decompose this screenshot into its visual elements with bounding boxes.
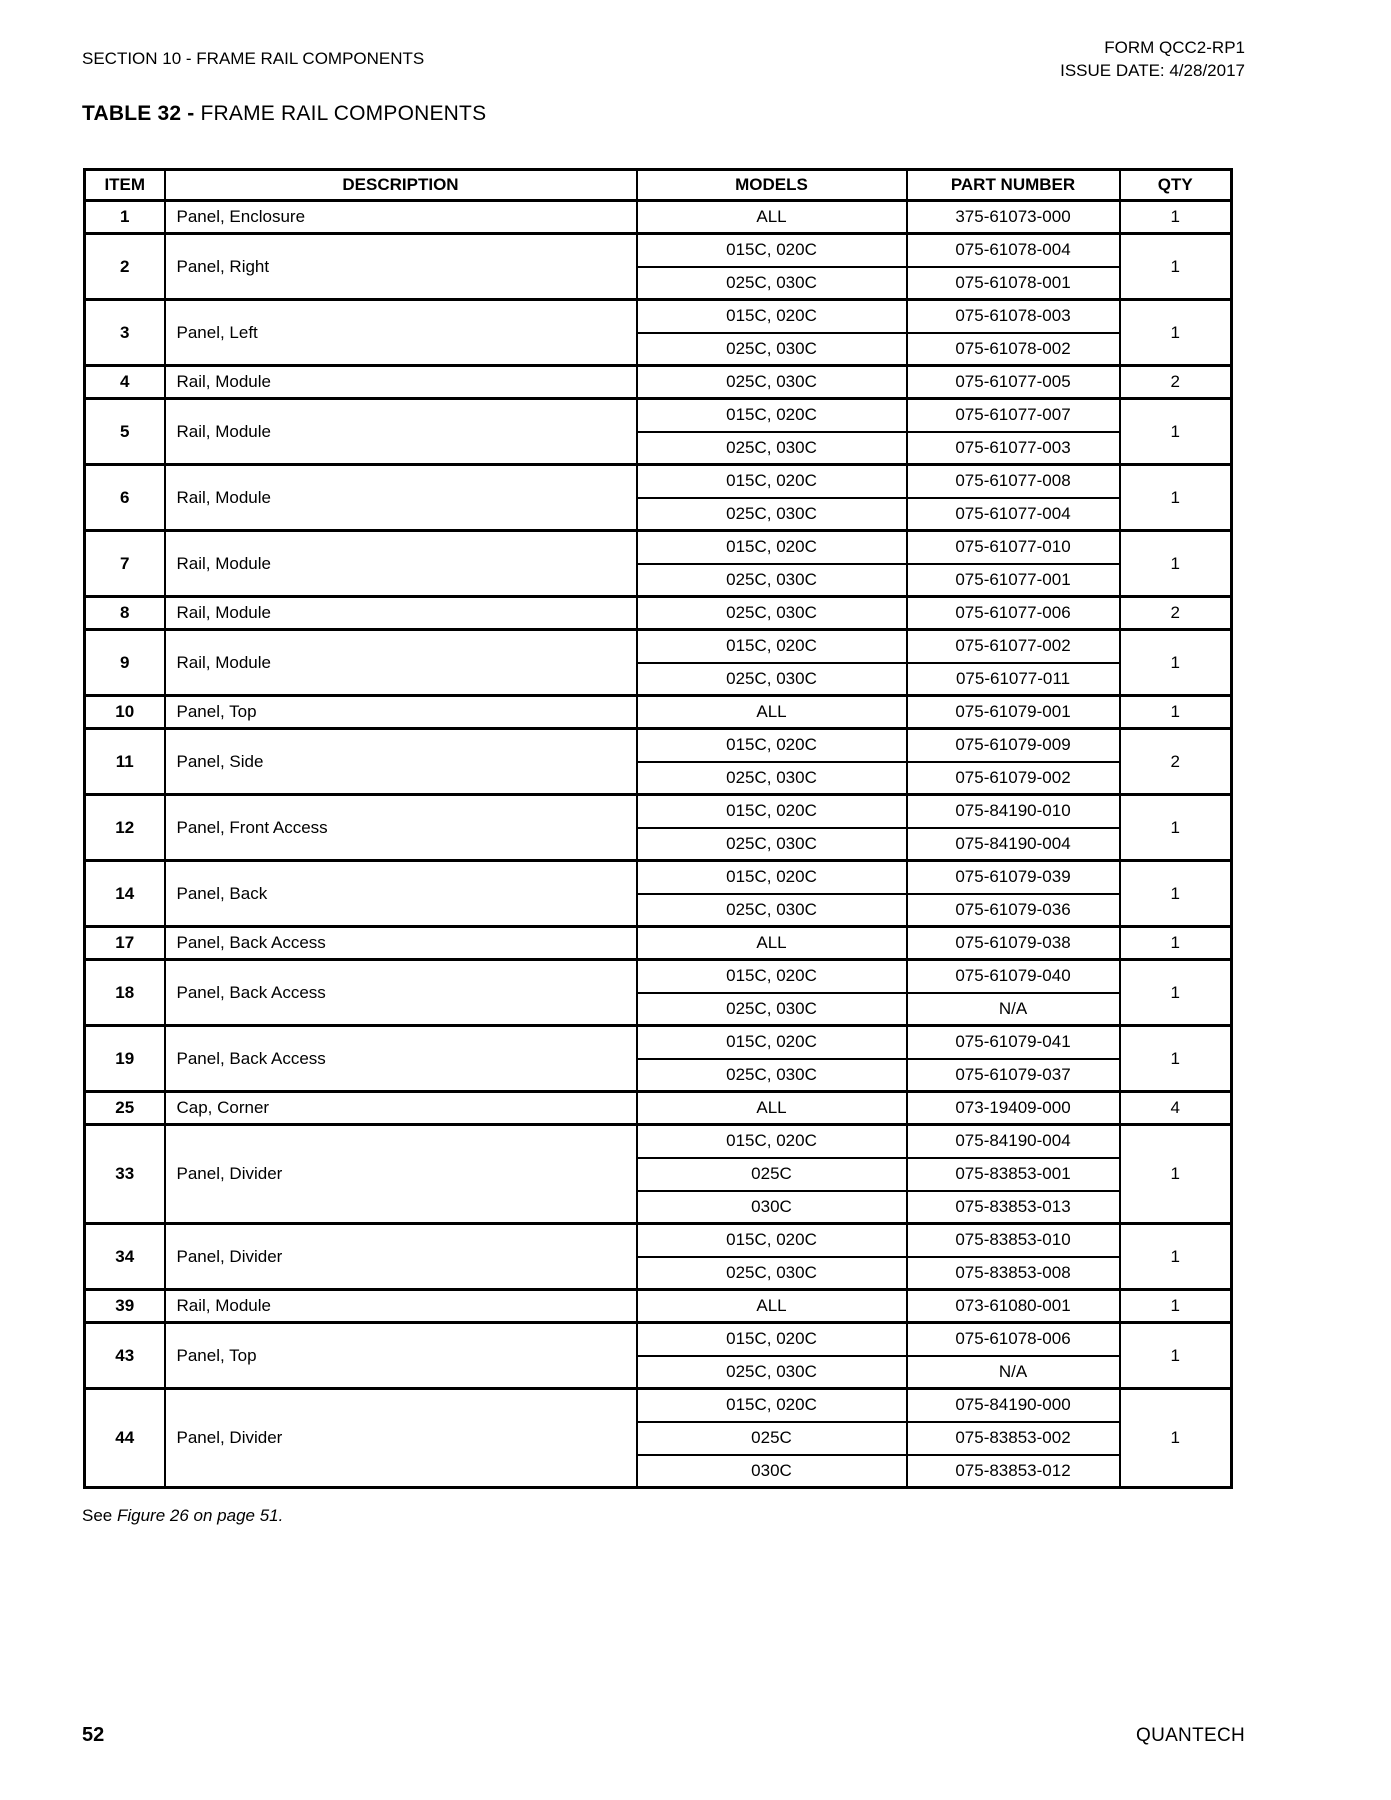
part-number-cell: 075-83853-001 — [907, 1158, 1120, 1191]
part-number-cell: 075-61078-006 — [907, 1323, 1120, 1356]
description-cell: Rail, Module — [165, 399, 637, 465]
models-cell: 015C, 020C — [637, 531, 907, 564]
item-cell: 17 — [85, 927, 165, 960]
description-cell: Panel, Enclosure — [165, 201, 637, 234]
models-cell: ALL — [637, 1092, 907, 1125]
table-row-item-9 — [85, 630, 1232, 663]
qty-cell: 1 — [1120, 1290, 1232, 1323]
qty-cell: 1 — [1120, 1125, 1232, 1224]
part-number-cell: 075-84190-004 — [907, 828, 1120, 861]
part-number-cell: 075-61077-010 — [907, 531, 1120, 564]
item-cell: 11 — [85, 729, 165, 795]
models-cell: 015C, 020C — [637, 1125, 907, 1158]
item-cell: 33 — [85, 1125, 165, 1224]
part-number-cell: 075-83853-013 — [907, 1191, 1120, 1224]
description-cell: Panel, Front Access — [165, 795, 637, 861]
description-cell: Rail, Module — [165, 597, 637, 630]
models-cell: 015C, 020C — [637, 1026, 907, 1059]
description-cell: Panel, Back Access — [165, 1026, 637, 1092]
part-number-cell: 075-83853-002 — [907, 1422, 1120, 1455]
part-number-cell: 075-61077-003 — [907, 432, 1120, 465]
table-row-item-18 — [85, 960, 1232, 993]
models-cell: 025C — [637, 1158, 907, 1191]
section-title: SECTION 10 - FRAME RAIL COMPONENTS — [82, 49, 425, 68]
item-cell: 10 — [85, 696, 165, 729]
part-number-cell: 075-61077-001 — [907, 564, 1120, 597]
part-number-cell: 075-61077-008 — [907, 465, 1120, 498]
part-number-cell: 075-61079-039 — [907, 861, 1120, 894]
qty-cell: 2 — [1120, 366, 1232, 399]
item-cell: 14 — [85, 861, 165, 927]
column-header-qty: QTY — [1120, 170, 1232, 201]
part-number-cell: 075-61077-007 — [907, 399, 1120, 432]
column-header-models: MODELS — [637, 170, 907, 201]
models-cell: 015C, 020C — [637, 1389, 907, 1422]
footnote-prefix: See — [82, 1506, 117, 1525]
table-row-item-25 — [85, 1092, 1232, 1125]
models-cell: 015C, 020C — [637, 1323, 907, 1356]
item-cell: 18 — [85, 960, 165, 1026]
table-row-item-7 — [85, 531, 1232, 564]
item-cell: 43 — [85, 1323, 165, 1389]
qty-cell: 1 — [1120, 1224, 1232, 1290]
models-cell: 025C, 030C — [637, 1356, 907, 1389]
part-number-cell: 375-61073-000 — [907, 201, 1120, 234]
table-row-item-4 — [85, 366, 1232, 399]
models-cell: ALL — [637, 1290, 907, 1323]
table-number: TABLE 32 - — [82, 102, 201, 125]
part-number-cell: 075-61077-002 — [907, 630, 1120, 663]
part-number-cell: 075-61077-004 — [907, 498, 1120, 531]
description-cell: Panel, Divider — [165, 1125, 637, 1224]
part-number-cell: 075-84190-000 — [907, 1389, 1120, 1422]
part-number-cell: 075-61077-005 — [907, 366, 1120, 399]
description-cell: Panel, Side — [165, 729, 637, 795]
item-cell: 6 — [85, 465, 165, 531]
page-footer — [82, 1724, 1245, 1747]
models-cell: 025C, 030C — [637, 762, 907, 795]
part-number-cell: 075-61078-004 — [907, 234, 1120, 267]
models-cell: ALL — [637, 927, 907, 960]
page-number: 52 — [82, 1724, 105, 1746]
issue-date: ISSUE DATE: 4/28/2017 — [1060, 61, 1245, 80]
item-cell: 1 — [85, 201, 165, 234]
models-cell: 025C, 030C — [637, 366, 907, 399]
models-cell: 015C, 020C — [637, 861, 907, 894]
qty-cell: 1 — [1120, 531, 1232, 597]
qty-cell: 4 — [1120, 1092, 1232, 1125]
item-cell: 25 — [85, 1092, 165, 1125]
models-cell: ALL — [637, 696, 907, 729]
item-cell: 12 — [85, 795, 165, 861]
part-number-cell: 075-61079-037 — [907, 1059, 1120, 1092]
qty-cell: 1 — [1120, 861, 1232, 927]
table-row-item-3 — [85, 300, 1232, 333]
table-row-item-33 — [85, 1125, 1232, 1158]
form-number: FORM QCC2-RP1 — [1104, 38, 1245, 57]
models-cell: 025C, 030C — [637, 564, 907, 597]
part-number-cell: 075-61079-038 — [907, 927, 1120, 960]
table-row-item-12 — [85, 795, 1232, 828]
models-cell: 015C, 020C — [637, 1224, 907, 1257]
models-cell: 025C — [637, 1422, 907, 1455]
models-cell: 025C, 030C — [637, 1059, 907, 1092]
item-cell: 44 — [85, 1389, 165, 1488]
table-title — [82, 102, 486, 126]
part-number-cell: 075-61079-036 — [907, 894, 1120, 927]
description-cell: Panel, Top — [165, 696, 637, 729]
brand-name: QUANTECH — [1135, 1725, 1245, 1746]
description-cell: Panel, Divider — [165, 1389, 637, 1488]
models-cell: 025C, 030C — [637, 333, 907, 366]
qty-cell: 1 — [1120, 399, 1232, 465]
qty-cell: 1 — [1120, 795, 1232, 861]
models-cell: 015C, 020C — [637, 300, 907, 333]
table-name: FRAME RAIL COMPONENTS — [200, 102, 487, 125]
models-cell: 025C, 030C — [637, 1257, 907, 1290]
column-header-part-number: PART NUMBER — [907, 170, 1120, 201]
part-number-cell: 075-83853-012 — [907, 1455, 1120, 1488]
table-row-item-14 — [85, 861, 1232, 894]
item-cell: 3 — [85, 300, 165, 366]
table-row-item-44 — [85, 1389, 1232, 1422]
part-number-cell: 075-61077-011 — [907, 663, 1120, 696]
column-header-description: DESCRIPTION — [165, 170, 637, 201]
description-cell: Rail, Module — [165, 465, 637, 531]
description-cell: Rail, Module — [165, 366, 637, 399]
qty-cell: 1 — [1120, 1026, 1232, 1092]
models-cell: 030C — [637, 1191, 907, 1224]
qty-cell: 2 — [1120, 729, 1232, 795]
models-cell: 025C, 030C — [637, 267, 907, 300]
qty-cell: 1 — [1120, 1323, 1232, 1389]
description-cell: Panel, Left — [165, 300, 637, 366]
part-number-cell: 075-61078-003 — [907, 300, 1120, 333]
table-row-item-11 — [85, 729, 1232, 762]
qty-cell: 1 — [1120, 300, 1232, 366]
description-cell: Panel, Divider — [165, 1224, 637, 1290]
description-cell: Panel, Right — [165, 234, 637, 300]
qty-cell: 1 — [1120, 927, 1232, 960]
part-number-cell: 073-19409-000 — [907, 1092, 1120, 1125]
page-header — [82, 36, 1245, 82]
table-row-item-19 — [85, 1026, 1232, 1059]
qty-cell: 1 — [1120, 1389, 1232, 1488]
table-row-item-17 — [85, 927, 1232, 960]
part-number-cell: 075-84190-004 — [907, 1125, 1120, 1158]
table-row-item-5 — [85, 399, 1232, 432]
table-row-item-39 — [85, 1290, 1232, 1323]
item-cell: 2 — [85, 234, 165, 300]
models-cell: 015C, 020C — [637, 960, 907, 993]
qty-cell: 2 — [1120, 597, 1232, 630]
form-info — [1060, 36, 1245, 82]
models-cell: 015C, 020C — [637, 399, 907, 432]
models-cell: 015C, 020C — [637, 465, 907, 498]
footnote — [82, 1506, 283, 1526]
part-number-cell: 075-61078-002 — [907, 333, 1120, 366]
part-number-cell: 075-83853-010 — [907, 1224, 1120, 1257]
models-cell: 025C, 030C — [637, 498, 907, 531]
description-cell: Panel, Back Access — [165, 927, 637, 960]
description-cell: Cap, Corner — [165, 1092, 637, 1125]
table-row-item-6 — [85, 465, 1232, 498]
description-cell: Panel, Top — [165, 1323, 637, 1389]
item-cell: 7 — [85, 531, 165, 597]
models-cell: 015C, 020C — [637, 729, 907, 762]
part-number-cell: 075-61079-002 — [907, 762, 1120, 795]
models-cell: 025C, 030C — [637, 432, 907, 465]
item-cell: 39 — [85, 1290, 165, 1323]
table-row-item-10 — [85, 696, 1232, 729]
models-cell: 015C, 020C — [637, 630, 907, 663]
item-cell: 19 — [85, 1026, 165, 1092]
table-row-item-8 — [85, 597, 1232, 630]
models-cell: 025C, 030C — [637, 663, 907, 696]
models-cell: 025C, 030C — [637, 993, 907, 1026]
description-cell: Panel, Back Access — [165, 960, 637, 1026]
part-number-cell: 075-61079-009 — [907, 729, 1120, 762]
description-cell: Rail, Module — [165, 531, 637, 597]
table-row-item-43 — [85, 1323, 1232, 1356]
description-cell: Panel, Back — [165, 861, 637, 927]
description-cell: Rail, Module — [165, 1290, 637, 1323]
parts-table — [83, 168, 1233, 1489]
table-row-item-2 — [85, 234, 1232, 267]
part-number-cell: N/A — [907, 993, 1120, 1026]
models-cell: 025C, 030C — [637, 894, 907, 927]
part-number-cell: 075-61079-001 — [907, 696, 1120, 729]
qty-cell: 1 — [1120, 696, 1232, 729]
item-cell: 9 — [85, 630, 165, 696]
qty-cell: 1 — [1120, 465, 1232, 531]
item-cell: 34 — [85, 1224, 165, 1290]
part-number-cell: N/A — [907, 1356, 1120, 1389]
part-number-cell: 075-61077-006 — [907, 597, 1120, 630]
qty-cell: 1 — [1120, 960, 1232, 1026]
description-cell: Rail, Module — [165, 630, 637, 696]
models-cell: ALL — [637, 201, 907, 234]
table-header-row — [85, 170, 1232, 201]
models-cell: 030C — [637, 1455, 907, 1488]
qty-cell: 1 — [1120, 234, 1232, 300]
models-cell: 025C, 030C — [637, 597, 907, 630]
footnote-reference: Figure 26 on page 51. — [116, 1506, 284, 1525]
part-number-cell: 075-61079-041 — [907, 1026, 1120, 1059]
table-row-item-34 — [85, 1224, 1232, 1257]
item-cell: 8 — [85, 597, 165, 630]
qty-cell: 1 — [1120, 630, 1232, 696]
part-number-cell: 073-61080-001 — [907, 1290, 1120, 1323]
models-cell: 015C, 020C — [637, 795, 907, 828]
table-row-item-1 — [85, 201, 1232, 234]
item-cell: 4 — [85, 366, 165, 399]
part-number-cell: 075-83853-008 — [907, 1257, 1120, 1290]
part-number-cell: 075-84190-010 — [907, 795, 1120, 828]
models-cell: 025C, 030C — [637, 828, 907, 861]
column-header-item: ITEM — [85, 170, 165, 201]
item-cell: 5 — [85, 399, 165, 465]
part-number-cell: 075-61079-040 — [907, 960, 1120, 993]
qty-cell: 1 — [1120, 201, 1232, 234]
part-number-cell: 075-61078-001 — [907, 267, 1120, 300]
models-cell: 015C, 020C — [637, 234, 907, 267]
